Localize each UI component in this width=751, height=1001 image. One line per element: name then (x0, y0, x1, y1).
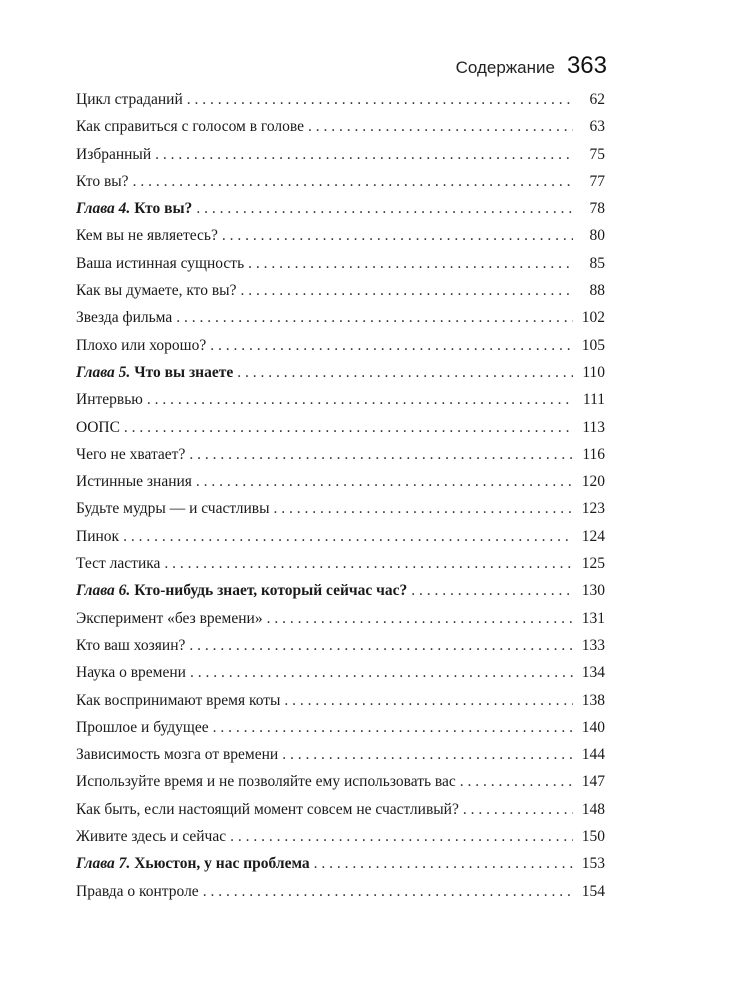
dot-leader (308, 118, 573, 136)
toc-entry-title (76, 473, 192, 491)
toc-entry-name: Правда о контроле (76, 882, 199, 900)
dot-leader (164, 555, 573, 573)
dot-leader (210, 337, 573, 355)
toc-entry-name: Живите здесь и сейчас (76, 828, 227, 846)
toc-entry-name: Как воспринимают время коты (76, 691, 281, 709)
toc-entry-name: Кто вы? (134, 200, 193, 218)
toc-page-number: 102 (581, 309, 605, 327)
dot-leader (222, 227, 573, 245)
toc-entry-name: Кем вы не являетесь? (76, 227, 218, 245)
toc-entry-title (76, 364, 233, 382)
toc-entry-row (76, 446, 605, 473)
toc-entry-row (76, 500, 605, 527)
toc-entry-title (76, 446, 185, 464)
dot-leader (155, 146, 573, 164)
dot-leader (189, 446, 573, 464)
toc-entry-title (76, 555, 160, 573)
toc-entry-title (76, 146, 151, 164)
toc-entry-title (76, 637, 185, 655)
toc-page-number: 88 (589, 282, 605, 300)
toc-entry-title (76, 719, 209, 737)
running-header-title: Содержание (455, 58, 555, 77)
toc-entry-name: Зависимость мозга от времени (76, 746, 279, 764)
toc-chapter-row (76, 582, 605, 609)
toc-entry-title (76, 610, 263, 628)
toc-entry-name: Кто вы? (76, 172, 129, 190)
toc-entry-row (76, 146, 605, 173)
toc-page-number: 153 (581, 855, 605, 873)
dot-leader (123, 528, 573, 546)
toc-page-number: 130 (581, 582, 605, 600)
chapter-label: Глава 5. (76, 363, 131, 381)
toc-page-number: 75 (589, 145, 605, 163)
toc-entry-title (76, 692, 280, 710)
toc-entry-name: Как вы думаете, кто вы? (76, 282, 237, 300)
toc-page-number: 134 (581, 664, 605, 682)
toc-page-number: 148 (581, 800, 605, 818)
dot-leader (282, 746, 573, 764)
toc-entry-row (76, 883, 605, 910)
toc-entry-name: Плохо или хорошо? (76, 336, 207, 354)
dot-leader (460, 773, 573, 791)
toc-entry-row (76, 91, 605, 118)
toc-entry-name: Кто-нибудь знает, который сейчас час? (134, 582, 408, 600)
toc-page-number: 150 (581, 828, 605, 846)
toc-entry-name: Тест ластика (76, 555, 161, 573)
toc-page-number: 144 (581, 746, 605, 764)
toc-entry-name: Что вы знаете (134, 363, 234, 381)
toc-entry-name: Эксперимент «без времени» (76, 609, 263, 627)
toc-entry-row (76, 828, 605, 855)
toc-entry-name: Истинные знания (76, 473, 192, 491)
toc-entry-name: Пинок (76, 527, 120, 545)
toc-entry-name: Как быть, если настоящий момент совсем не счастливый? (76, 800, 459, 818)
dot-leader (124, 419, 573, 437)
dot-leader (147, 391, 573, 409)
toc-page-number: 62 (589, 91, 605, 108)
toc-entry-title (76, 282, 236, 300)
dot-leader (213, 719, 573, 737)
toc-page-number: 80 (589, 227, 605, 245)
dot-leader (463, 801, 573, 819)
toc-entry-title (76, 227, 218, 245)
toc-page-number: 138 (581, 691, 605, 709)
toc-entry-row (76, 746, 605, 773)
toc-chapter-row (76, 855, 605, 882)
toc-entry-name: Хьюстон, у нас проблема (134, 855, 310, 873)
toc-entry-name: Будьте мудры — и счастливы (76, 500, 270, 518)
dot-leader (190, 664, 573, 682)
toc-entry-row (76, 528, 605, 555)
toc-page-number: 110 (582, 363, 605, 381)
toc-entry-title (76, 173, 129, 191)
chapter-label: Глава 6. (76, 582, 131, 600)
toc-entry-title (76, 419, 120, 437)
page-number: 363 (566, 52, 607, 79)
dot-leader (196, 473, 573, 491)
toc-entry-name: Избранный (76, 145, 152, 163)
chapter-label: Глава 4. (76, 200, 131, 218)
toc-entry-title (76, 855, 310, 873)
toc-page-number: 113 (582, 418, 605, 436)
toc-entry-title (76, 801, 459, 819)
toc-entry-title (76, 773, 456, 791)
dot-leader (248, 255, 573, 273)
toc-page-number: 85 (589, 254, 605, 272)
toc-entry-row (76, 282, 605, 309)
toc-entry-title (76, 391, 143, 409)
toc-page-number: 116 (582, 445, 605, 463)
toc-page-number: 131 (581, 609, 605, 627)
dot-leader (267, 610, 573, 628)
toc-chapter-row (76, 200, 605, 227)
toc-page-number: 63 (589, 118, 605, 136)
toc-entry-row (76, 255, 605, 282)
toc-entry-row (76, 118, 605, 145)
dot-leader (230, 828, 573, 846)
toc-entry-row (76, 555, 605, 582)
toc-entry-name: Интервью (76, 391, 143, 409)
toc-page-number: 133 (581, 636, 605, 654)
toc-entry-row (76, 610, 605, 637)
dot-leader (237, 364, 573, 382)
toc-entry-title (76, 746, 278, 764)
toc-chapter-row (76, 364, 605, 391)
toc-entry-name: Ваша истинная сущность (76, 254, 245, 272)
dot-leader (411, 582, 573, 600)
dot-leader (314, 855, 573, 873)
toc-page-number: 140 (581, 718, 605, 736)
dot-leader (240, 282, 573, 300)
toc-page-number: 111 (582, 391, 605, 409)
toc-entry-name: Используйте время и не позволяйте ему использовать вас (76, 773, 456, 791)
toc-entry-title (76, 582, 407, 600)
toc-entry-row (76, 719, 605, 746)
toc-entry-title (76, 883, 199, 901)
toc-page-number: 125 (581, 555, 605, 573)
toc-page-number: 154 (581, 882, 605, 900)
toc-page-number: 105 (581, 336, 605, 354)
dot-leader (187, 91, 573, 109)
table-of-contents (76, 91, 605, 910)
dot-leader (189, 637, 573, 655)
toc-entry-title (76, 337, 206, 355)
toc-page-number: 147 (581, 773, 605, 791)
toc-page-number: 124 (581, 527, 605, 545)
toc-page-number: 120 (581, 473, 605, 491)
toc-entry-name: Звезда фильма (76, 309, 173, 327)
toc-entry-row (76, 419, 605, 446)
toc-page-number: 78 (589, 200, 605, 218)
toc-page-number: 77 (589, 172, 605, 190)
toc-entry-title (76, 664, 186, 682)
dot-leader (274, 500, 573, 518)
toc-entry-name: Кто ваш хозяин? (76, 636, 186, 654)
toc-entry-row (76, 391, 605, 418)
toc-entry-title (76, 528, 119, 546)
dot-leader (196, 200, 573, 218)
toc-entry-row (76, 692, 605, 719)
toc-entry-row (76, 664, 605, 691)
toc-page-number: 123 (581, 500, 605, 518)
toc-entry-title (76, 255, 244, 273)
toc-entry-title (76, 200, 192, 218)
toc-entry-row (76, 227, 605, 254)
toc-entry-title (76, 91, 183, 109)
dot-leader (284, 692, 573, 710)
toc-entry-row (76, 473, 605, 500)
toc-entry-row (76, 309, 605, 336)
chapter-label: Глава 7. (76, 855, 131, 873)
toc-entry-row (76, 337, 605, 364)
toc-entry-title (76, 118, 304, 136)
dot-leader (133, 173, 573, 191)
toc-entry-name: Как справиться с голосом в голове (76, 118, 305, 136)
dot-leader (203, 883, 573, 901)
toc-entry-name: Цикл страданий (76, 91, 183, 108)
dot-leader (176, 309, 573, 327)
toc-entry-name: ООПС (76, 418, 120, 436)
toc-entry-title (76, 309, 172, 327)
toc-entry-title (76, 828, 226, 846)
toc-entry-name: Чего не хватает? (76, 445, 186, 463)
toc-entry-row (76, 773, 605, 800)
running-header (456, 52, 607, 80)
toc-entry-row (76, 637, 605, 664)
toc-entry-row (76, 173, 605, 200)
toc-entry-title (76, 500, 270, 518)
toc-entry-name: Наука о времени (76, 664, 186, 682)
toc-entry-row (76, 801, 605, 828)
toc-entry-name: Прошлое и будущее (76, 718, 209, 736)
